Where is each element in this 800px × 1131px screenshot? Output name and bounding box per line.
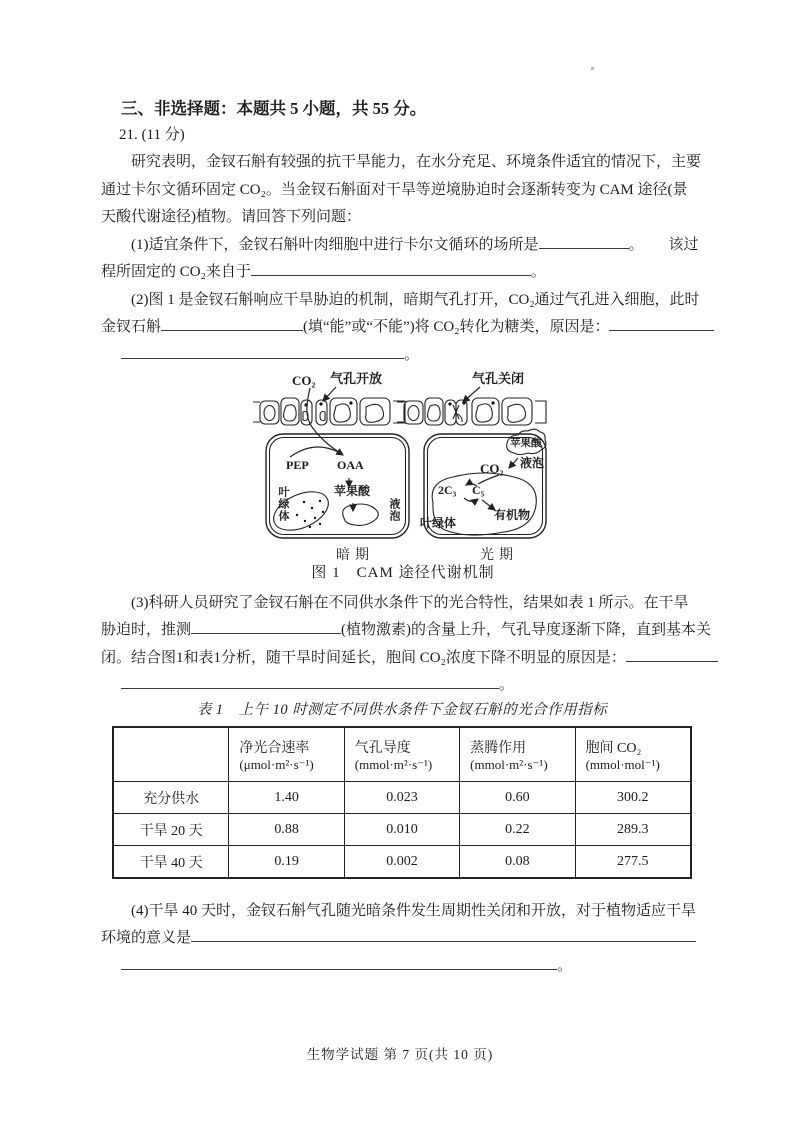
table-row [113,846,691,879]
epidermis-light [397,398,546,425]
scan-speck [591,67,594,70]
q3-line-1: (3)科研人员研究了金钗石斛在不同供水条件下的光合特性，结果如表 1 所示。在干旱 [131,595,689,611]
answer-blank [121,685,499,689]
label-stoma-open: 气孔开放 [330,371,383,386]
row-label: 充分供水 [113,782,229,814]
q3-text: 胁迫时，推测 [101,622,192,638]
label-vacuole-dark: 液泡 [388,498,400,522]
vacuole-dark [343,504,379,525]
q1-text2: 程所固定的 CO₂来自于 [101,264,251,280]
caption-light-period: 光期 [480,548,518,563]
cell-value: 0.88 [229,814,344,846]
header-empty [113,727,229,782]
label-malate-dark: 苹果酸 [334,484,371,498]
intro-line-3: 天酸代谢途径)植物。请回答下列问题： [101,209,361,225]
page-footer: 生物学试题 第 7 页(共 10 页) [306,1047,494,1062]
q1-text: (1)适宜条件下，金钗石斛叶肉细胞中进行卡尔文循环的场所是 [131,237,539,253]
header-stomatal-conductance: 气孔导度 (mmol·m²·s⁻¹) [344,727,459,782]
table-row [113,814,691,846]
q1-period2: 。 [530,264,546,280]
q3-line-4 [101,671,713,699]
answer-blank [251,272,531,276]
q4-line-3 [101,952,713,980]
answer-blank [609,327,714,331]
photosynthesis-table [112,726,692,879]
header-intercellular-co2: 胞间 CO₂ (mmol·mol⁻¹) [575,727,691,782]
q2-line-3 [101,341,713,369]
table-title: 表 1 上午 10 时测定不同供水条件下金钗石斛的光合作用指标 [196,702,608,718]
cell-value: 0.22 [460,814,575,846]
answer-blank [161,327,303,331]
intro-line-2: 通过卡尔文循环固定 CO₂。当金钗石斛面对干旱等逆境胁迫时会逐渐转变为 CAM 途径(景 [101,182,688,198]
figure-cam-mechanism [252,372,548,564]
question-number: 21. (11 分) [119,127,185,143]
q4-text: 环境的意义是 [101,930,192,946]
caption-dark-period: 暗期 [336,548,374,563]
cell-value: 0.023 [344,782,459,814]
chloroplast-dark-grana [296,500,324,528]
q3-line-2 [101,616,713,644]
answer-blank [539,245,629,249]
answer-blank [121,966,557,970]
q4-line-2 [101,924,713,952]
q1-line-1 [101,231,743,259]
q3-text2: (植物激素)的含量上升，气孔导度逐渐下降，直到基本关 [341,622,712,638]
label-organic-matter: 有机物 [494,508,531,522]
label-stoma-closed: 气孔关闭 [472,371,525,386]
epidermis-dark [253,398,405,425]
cell-value: 277.5 [575,846,691,879]
label-malate-light: 苹果酸 [510,438,542,449]
intro-line-1: 研究表明，金钗石斛有较强的抗干旱能力，在水分充足、环境条件适宜的情况下，主要 [131,154,702,170]
cell-value: 0.010 [344,814,459,846]
row-label: 干旱 40 天 [113,846,229,879]
label-chloroplast-light: 叶绿体 [420,516,457,530]
q3-text3: 闭。结合图1和表1分析，随干旱时间延长，胞间 CO₂浓度下降不明显的原因是： [101,650,626,666]
q2-period: 。 [404,347,420,363]
label-vacuole-light: 液泡 [520,456,545,470]
answer-blank [191,630,341,634]
label-2c3: 2C₃ [438,483,457,497]
answer-blank [191,938,696,942]
label-c5: C₅ [472,483,485,497]
q2-text: 金钗石斛 [101,319,162,335]
cell-value: 0.002 [344,846,459,879]
cell-value: 0.08 [460,846,575,879]
label-chloroplast-dark: 叶绿体 [277,486,289,522]
label-oaa: OAA [337,458,364,472]
row-label: 干旱 20 天 [113,814,229,846]
cell-value: 289.3 [575,814,691,846]
q1-line-2 [101,258,713,286]
cell-value: 1.40 [229,782,344,814]
q1-period: 。 [628,237,644,253]
label-co2-light: CO₂ [480,461,504,476]
q2-text2: (填“能”或“不能”)将 CO₂转化为糖类，原因是： [303,319,610,335]
q4-period: 。 [557,958,573,974]
table-row [113,782,691,814]
cell-value: 0.60 [460,782,575,814]
cell-value: 300.2 [575,782,691,814]
q2-line-2 [101,313,713,341]
label-co2-dark: CO₂ [292,373,316,388]
section-header: 三、非选择题：本题共 5 小题，共 55 分。 [121,99,427,118]
q1-text-cont: 该过 [668,237,699,253]
cell-value: 0.19 [229,846,344,879]
header-transpiration: 蒸腾作用 (mmol·m²·s⁻¹) [460,727,575,782]
q3-period: 。 [499,677,515,693]
header-net-photosynthesis: 净光合速率 (μmol·m²·s⁻¹) [229,727,344,782]
table-header-row [113,727,691,782]
q2-line-1: (2)图 1 是金钗石斛响应干旱胁迫的机制，暗期气孔打开，CO₂通过气孔进入细胞，此时 [131,292,700,308]
figure-caption: 图 1 CAM 途径代谢机制 [311,565,495,581]
q4-line-1: (4)干旱 40 天时，金钗石斛气孔随光暗条件发生周期性关闭和开放，对于植物适应干旱 [131,903,696,919]
answer-blank [121,355,404,359]
q3-line-3 [101,644,713,672]
answer-blank [626,658,718,662]
label-pep: PEP [286,458,309,472]
